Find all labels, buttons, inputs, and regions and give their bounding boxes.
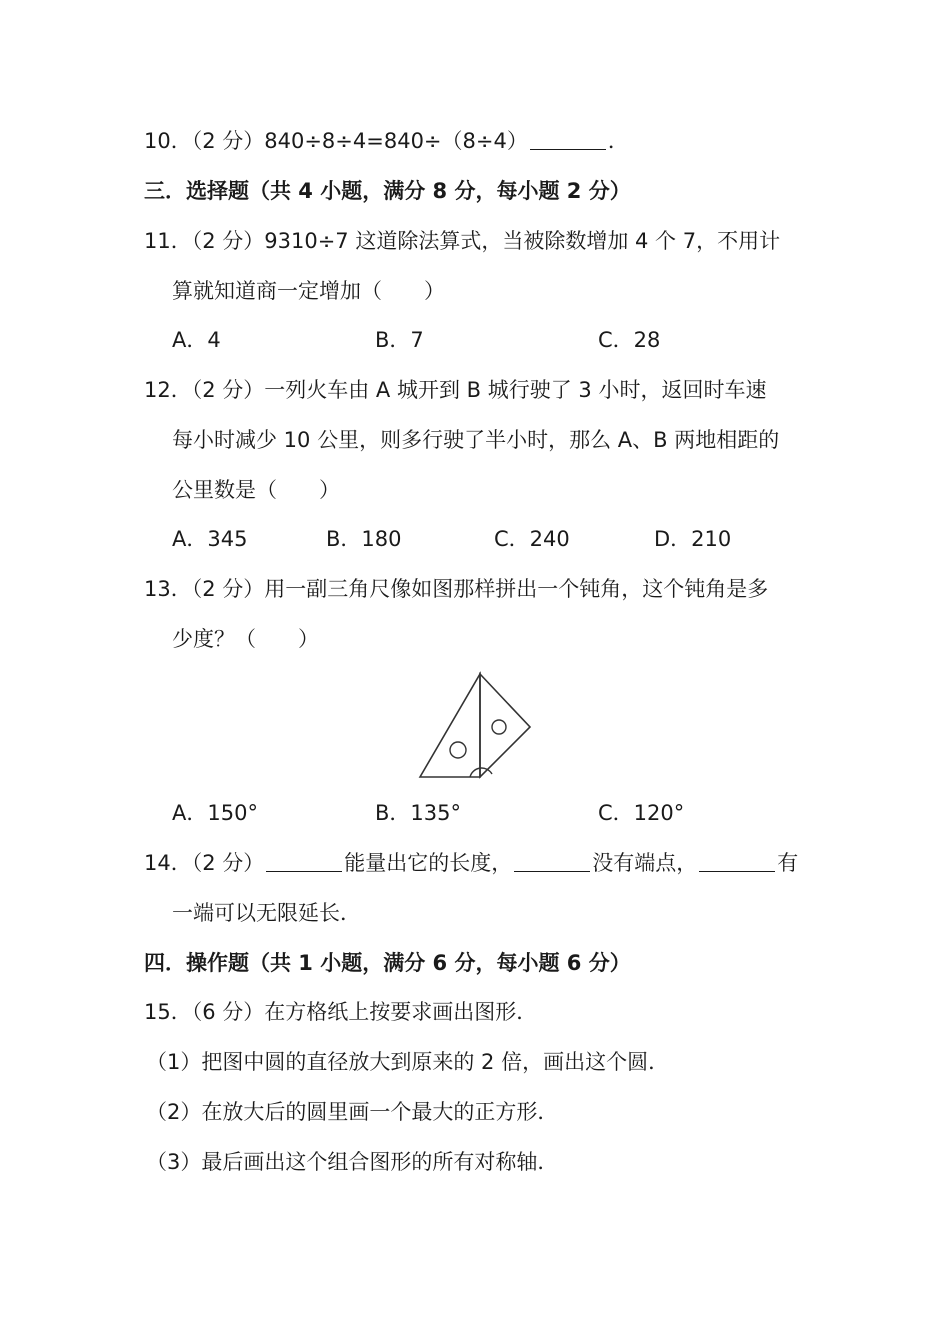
question-12-option-b: B．180 [326, 527, 402, 551]
answer-blank [530, 129, 606, 150]
question-13-line-1: 13．（2 分）用一副三角尺像如图那样拼出一个钝角，这个钝角是多 [144, 577, 769, 601]
question-13-line-2: 少度？（ ） [172, 627, 319, 651]
question-12-line-3: 公里数是（ ） [172, 478, 340, 502]
right-set-square [480, 674, 530, 777]
left-ruler-hole [450, 742, 466, 758]
question-11-option-c: C．28 [598, 328, 661, 352]
question-15-sub-3: （3）最后画出这个组合图形的所有对称轴． [146, 1150, 559, 1174]
set-squares-diagram [416, 670, 536, 782]
answer-blank-2 [514, 851, 590, 872]
answer-blank-1 [266, 851, 342, 872]
question-12-option-c: C．240 [494, 527, 570, 551]
question-12-line-1: 12．（2 分）一列火车由 A 城开到 B 城行驶了 3 小时，返回时车速 [144, 378, 767, 402]
question-12-option-a: A．345 [172, 527, 248, 551]
question-14-line-2: 一端可以无限延长． [172, 901, 361, 925]
question-14-prefix: 14．（2 分） [144, 851, 265, 875]
question-12-line-2: 每小时减少 10 公里，则多行驶了半小时，那么 A、B 两地相距的 [172, 428, 780, 452]
question-13-option-a: A．150° [172, 801, 258, 825]
question-15-sub-2: （2）在放大后的圆里画一个最大的正方形． [146, 1100, 559, 1124]
question-11-line-2: 算就知道商一定增加（ ） [172, 279, 445, 303]
right-ruler-hole [492, 720, 506, 734]
question-14-part-3: 有 [777, 851, 799, 875]
question-13-option-b: B．135° [375, 801, 461, 825]
question-14-part-1: 能量出它的长度， [344, 851, 513, 875]
question-11-option-b: B．7 [375, 328, 424, 352]
section-4-heading: 四．操作题（共 1 小题，满分 6 分，每小题 6 分） [144, 951, 631, 975]
question-14-part-2: 没有端点， [592, 851, 698, 875]
question-11-line-1: 11．（2 分）9310÷7 这道除法算式，当被除数增加 4 个 7，不用计 [144, 229, 781, 253]
left-set-square [420, 674, 480, 777]
question-11-option-a: A．4 [172, 328, 221, 352]
question-10-tail: ． [607, 129, 629, 153]
question-15-sub-1: （1）把图中圆的直径放大到原来的 2 倍，画出这个圆． [146, 1050, 670, 1074]
section-3-heading: 三．选择题（共 4 小题，满分 8 分，每小题 2 分） [144, 179, 631, 203]
question-10-text: 10．（2 分）840÷8÷4=840÷（8÷4） [144, 129, 528, 153]
question-10 [144, 126, 629, 156]
question-14-line-1 [144, 848, 798, 878]
answer-blank-3 [699, 851, 775, 872]
triangle-rulers-figure [416, 670, 536, 786]
question-13-option-c: C．120° [598, 801, 685, 825]
question-12-option-d: D．210 [654, 527, 732, 551]
question-15-line-1: 15．（6 分）在方格纸上按要求画出图形． [144, 1000, 538, 1024]
